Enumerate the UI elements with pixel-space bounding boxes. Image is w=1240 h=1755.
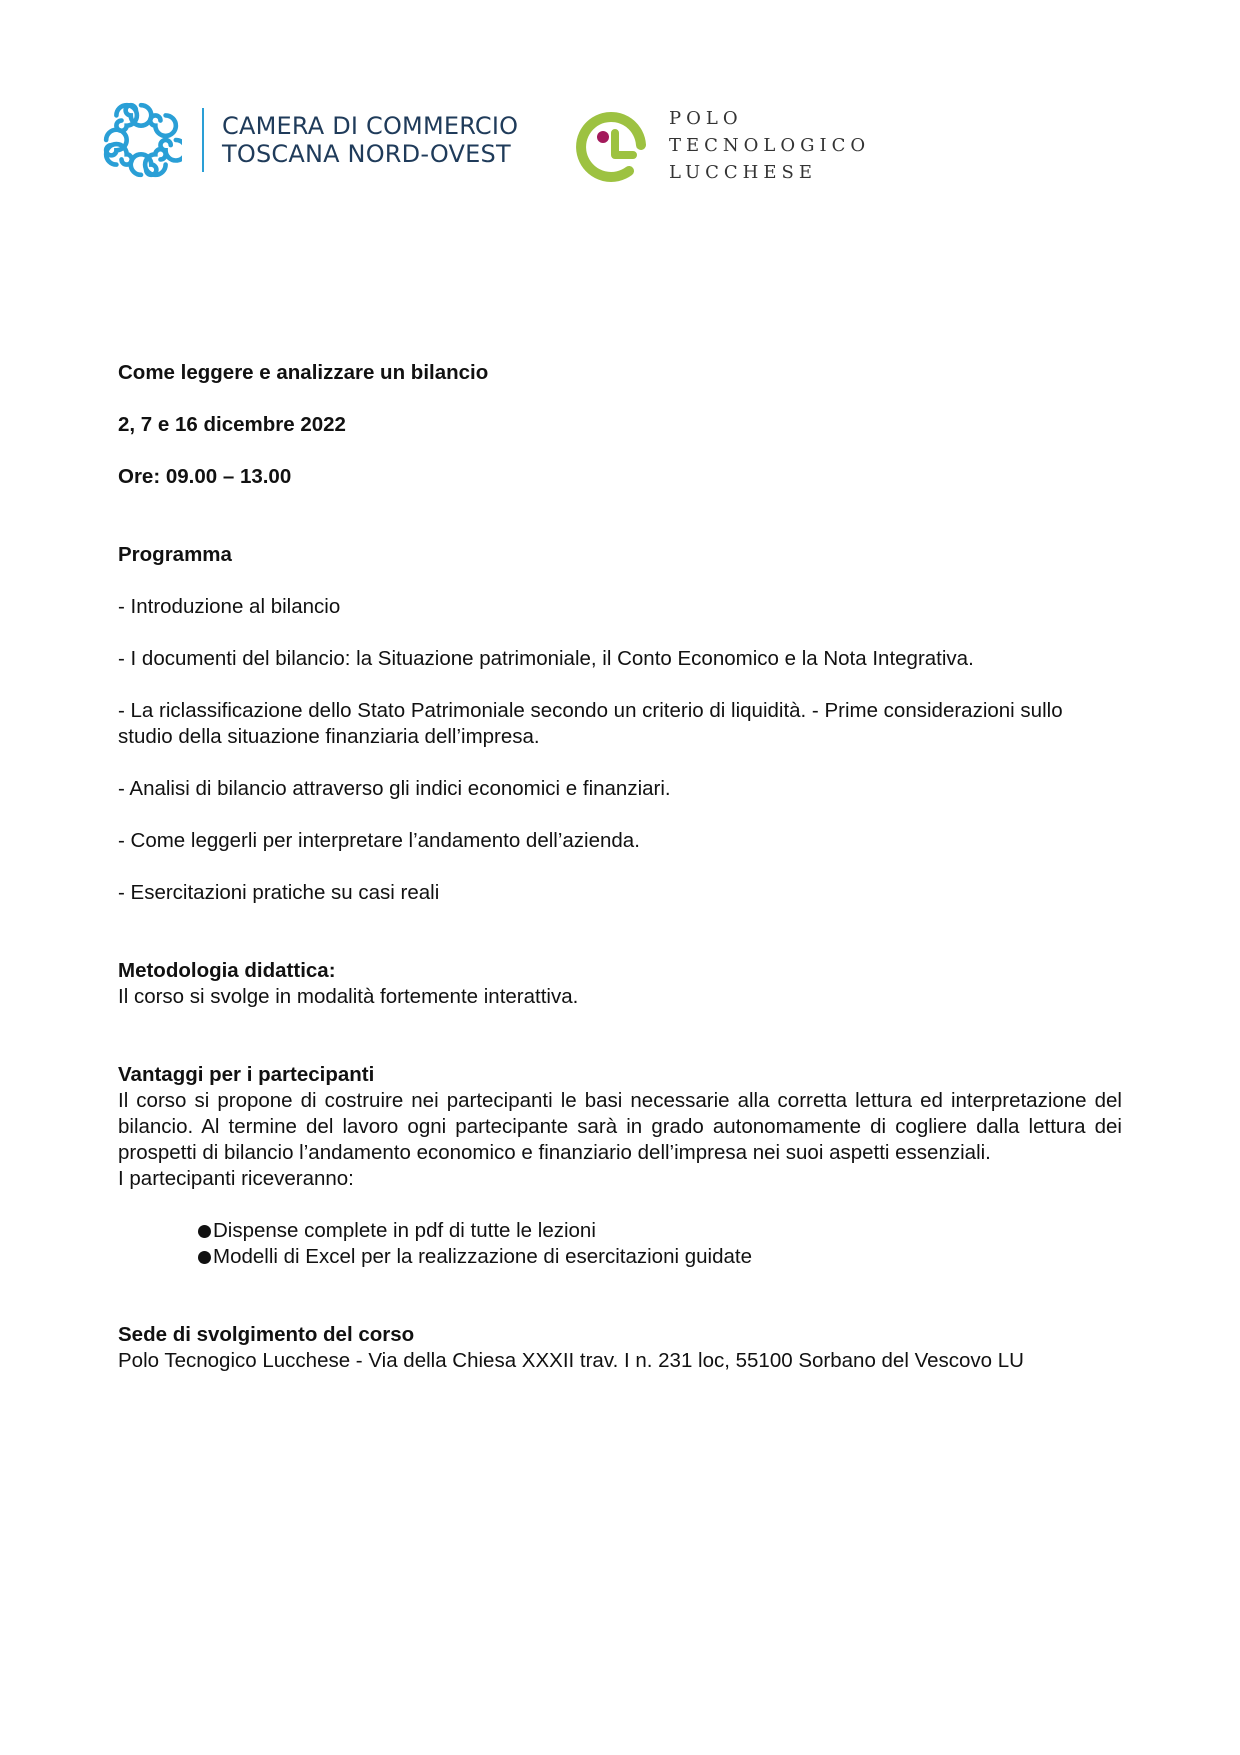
sede-heading: Sede di svolgimento del corso [118, 1323, 415, 1346]
programma-item: - Esercitazioni pratiche su casi reali [118, 881, 440, 904]
polo-name-line3: LUCCHESE [669, 161, 817, 183]
vantaggi-text: Il corso si propone di costruire nei partecipanti le basi necessarie alla corretta lettura ed interpretazione del bilancio. Al termine del lavoro ogni partecipante sarà in grado autonomamente di cogliere dalla lettura dei prospetti di bilancio l’andamento economico e finanziario dell’impresa nei suoi aspetti essenziali. [118, 1089, 1122, 1164]
bullet-dot-icon [198, 1251, 211, 1264]
programma-heading: Programma [118, 543, 232, 566]
ccia-name-line2: TOSCANA NORD-OVEST [222, 140, 511, 168]
programma-item: - Introduzione al bilancio [118, 595, 341, 618]
ccia-separator [202, 108, 204, 172]
vantaggi-receive: I partecipanti riceveranno: [118, 1167, 354, 1190]
bullet-item [198, 1218, 1122, 1244]
course-title: Come leggere e analizzare un bilancio [118, 361, 489, 384]
metodologia-text: Il corso si svolge in modalità fortemente interattiva. [118, 985, 579, 1008]
course-content [118, 360, 1122, 1374]
programma-item: - Come leggerli per interpretare l’andamento dell’azienda. [118, 829, 640, 852]
course-hours: Ore: 09.00 – 13.00 [118, 465, 292, 488]
course-dates: 2, 7 e 16 dicembre 2022 [118, 413, 346, 436]
vantaggi-heading: Vantaggi per i partecipanti [118, 1063, 375, 1086]
polo-name-line1: POLO [669, 107, 743, 129]
programma-item: - I documenti del bilancio: la Situazione patrimoniale, il Conto Economico e la Nota Integrativa. [118, 647, 974, 670]
ccia-name-line1: CAMERA DI COMMERCIO [222, 112, 519, 140]
polo-logo [573, 100, 870, 190]
bullet-dot-icon [198, 1225, 211, 1238]
ccia-emblem-icon [100, 99, 182, 181]
polo-emblem-icon [573, 105, 653, 185]
polo-name-line2: TECNOLOGICO [669, 134, 871, 156]
programma-item: - Analisi di bilancio attraverso gli indici economici e finanziari. [118, 777, 671, 800]
polo-logo-text [669, 105, 870, 186]
ccia-logo-text [222, 112, 518, 168]
bullet-text: Modelli di Excel per la realizzazione di esercitazioni guidate [213, 1245, 752, 1268]
sede-text: Polo Tecnogico Lucchese - Via della Chiesa XXXII trav. I n. 231 loc, 55100 Sorbano del Vescovo LU [118, 1349, 1024, 1372]
bullet-text: Dispense complete in pdf di tutte le lezioni [213, 1219, 596, 1242]
ccia-logo [100, 100, 518, 180]
programma-item: - La riclassificazione dello Stato Patrimoniale secondo un criterio di liquidità. - Prime considerazioni sullo studio della situazione finanziaria dell’impresa. [118, 699, 1063, 748]
bullet-item [198, 1244, 1122, 1270]
metodologia-heading: Metodologia didattica: [118, 959, 336, 982]
